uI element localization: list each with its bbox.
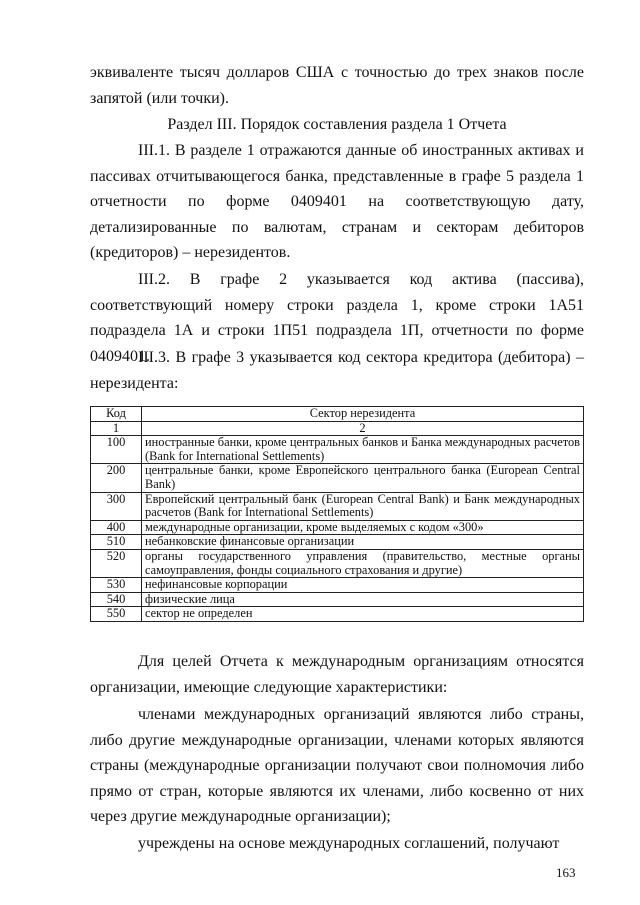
- row-code: 540: [91, 592, 142, 607]
- paragraph-continuation: эквиваленте тысяч долларов США с точностью до трех знаков после запятой (или точки).: [90, 64, 584, 107]
- table-row: [91, 436, 584, 464]
- header-code: Код: [91, 407, 142, 422]
- row-code: 100: [91, 436, 142, 464]
- column-number: 2: [142, 421, 584, 436]
- row-sector: органы государственного управления (правительство, местные органы самоуправления, фонды социального страхования и другие): [142, 549, 584, 577]
- table-row: [91, 578, 584, 593]
- page-number: 163: [556, 865, 576, 880]
- table-header-row: [91, 407, 584, 422]
- row-sector: Европейский центральный банк (European Central Bank) и Банк международных расчетов (Bank for International Settlements): [142, 492, 584, 520]
- table-row: [91, 549, 584, 577]
- row-sector: нефинансовые корпорации: [142, 578, 584, 593]
- row-sector: центральные банки, кроме Европейского центрального банка (European Central Bank): [142, 464, 584, 492]
- section-heading: Раздел III. Порядок составления раздела 1 Отчета: [167, 116, 507, 133]
- row-code: 520: [91, 549, 142, 577]
- row-code: 510: [91, 535, 142, 550]
- table-row: [91, 520, 584, 535]
- table-row: [91, 535, 584, 550]
- column-number: 1: [91, 421, 142, 436]
- paragraph-international-orgs: Для целей Отчета к международным организациям относятся организации, имеющие следующие характеристики:: [90, 653, 584, 696]
- row-code: 300: [91, 492, 142, 520]
- paragraph-founded: учреждены на основе международных соглашений, получают: [138, 835, 560, 852]
- row-sector: сектор не определен: [142, 607, 584, 622]
- table-row: [91, 607, 584, 622]
- sector-codes-table: [90, 406, 584, 622]
- row-sector: физические лица: [142, 592, 584, 607]
- paragraph-membership: членами международных организаций являются либо страны, либо другие международные организации, членами которых являются страны (международные организации получают свои полномочия либо прямо от стран, которые являются их членами, либо косвенно от них через другие международные организации);: [90, 706, 584, 825]
- row-code: 550: [91, 607, 142, 622]
- table-row: [91, 464, 584, 492]
- row-code: 400: [91, 520, 142, 535]
- paragraph-III-1: III.1. В разделе 1 отражаются данные об иностранных активах и пассивах отчитывающегося банка, представленные в графе 5 раздела 1 отчетности по форме 0409401 на соответствующую дату, детализированные по валютам, странам и секторам дебиторов (кредиторов) – нерезидентов.: [90, 142, 584, 261]
- header-sector: Сектор нерезидента: [142, 407, 584, 422]
- row-sector: международные организации, кроме выделяемых с кодом «300»: [142, 520, 584, 535]
- table-column-number-row: [91, 421, 584, 436]
- table-row: [91, 592, 584, 607]
- row-code: 200: [91, 464, 142, 492]
- row-sector: иностранные банки, кроме центральных банков и Банка международных расчетов (Bank for International Settlements): [142, 436, 584, 464]
- row-code: 530: [91, 578, 142, 593]
- row-sector: небанковские финансовые организации: [142, 535, 584, 550]
- paragraph-III-2: III.2. В графе 2 указывается код актива (пассива), соответствующий номеру строки раздела 1, кроме строки 1А51 подраздела 1А и строки 1П51 подраздела 1П, отчетности по форме 0409401.: [90, 271, 584, 365]
- table-row: [91, 492, 584, 520]
- paragraph-III-3: III.3. В графе 3 указывается код сектора кредитора (дебитора) – нерезидента:: [90, 349, 584, 392]
